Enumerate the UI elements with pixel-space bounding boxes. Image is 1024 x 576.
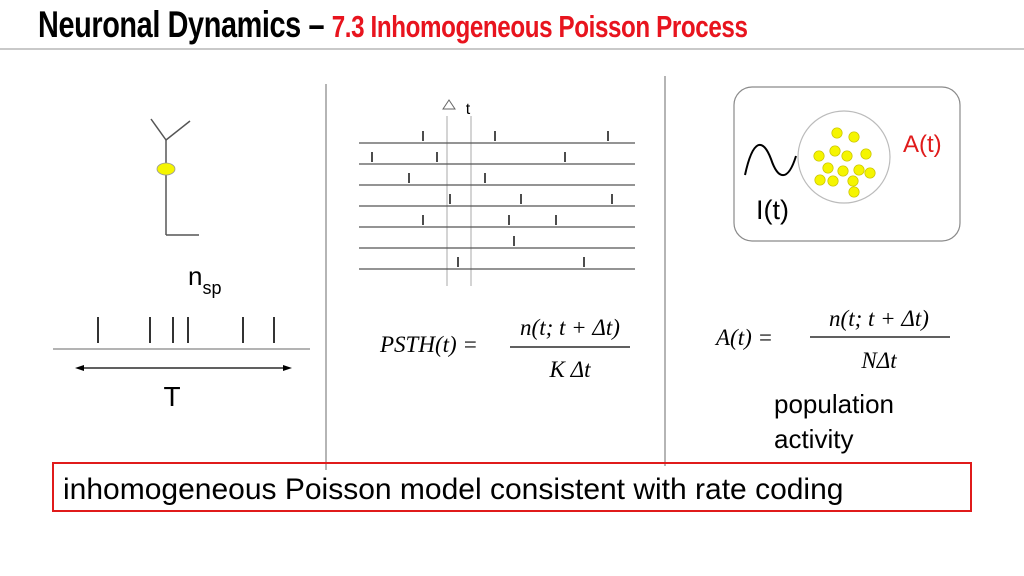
single-neuron-panel [0, 0, 330, 460]
population-neuron [814, 151, 824, 161]
title-section: 7.3 Inhomogeneous Poisson Process [331, 9, 748, 44]
population-neuron [828, 176, 838, 186]
spike-train [53, 317, 310, 349]
activity-lhs: A(t) = [716, 325, 774, 350]
raster-panel [340, 90, 660, 400]
population-neuron [849, 132, 859, 142]
title-separator: – [300, 4, 332, 45]
psth-denominator: K Δt [549, 357, 591, 382]
psth-lhs: PSTH(t) = [380, 332, 478, 357]
psth-numerator: n(t; t + Δt) [520, 315, 620, 340]
population-neuron [832, 128, 842, 138]
population-panel [670, 80, 1020, 380]
population-neuron [861, 149, 871, 159]
window-arrow [75, 365, 292, 371]
population-neuron [848, 176, 858, 186]
summary-text: inhomogeneous Poisson model consistent with rate coding [63, 473, 844, 506]
title-main: Neuronal Dynamics [38, 4, 301, 45]
population-neuron [854, 165, 864, 175]
population-neuron [830, 146, 840, 156]
time-marker-icon [443, 100, 455, 109]
dendrite-right [166, 121, 190, 140]
time-label: t [465, 101, 471, 118]
soma [157, 163, 175, 175]
spike-count-label: $n_{sp}$ [188, 261, 222, 298]
population-neuron [849, 187, 859, 197]
activity-denominator: NΔt [861, 348, 897, 373]
window-label: T [163, 381, 181, 412]
population-label: A(t) [903, 131, 942, 158]
population-neuron [842, 151, 852, 161]
input-label: I(t) [756, 195, 789, 225]
panel-divider-right [664, 76, 666, 466]
summary-box [52, 462, 972, 512]
spike-raster [359, 131, 635, 269]
caption-activity: activity [774, 424, 854, 454]
population-neuron [823, 163, 833, 173]
population-neuron [865, 168, 875, 178]
population-neuron [815, 175, 825, 185]
population-neuron [838, 166, 848, 176]
neuron-sketch [151, 119, 199, 235]
activity-numerator: n(t; t + Δt) [829, 306, 929, 331]
caption-population: population [774, 389, 894, 419]
dendrite-left [151, 119, 166, 140]
